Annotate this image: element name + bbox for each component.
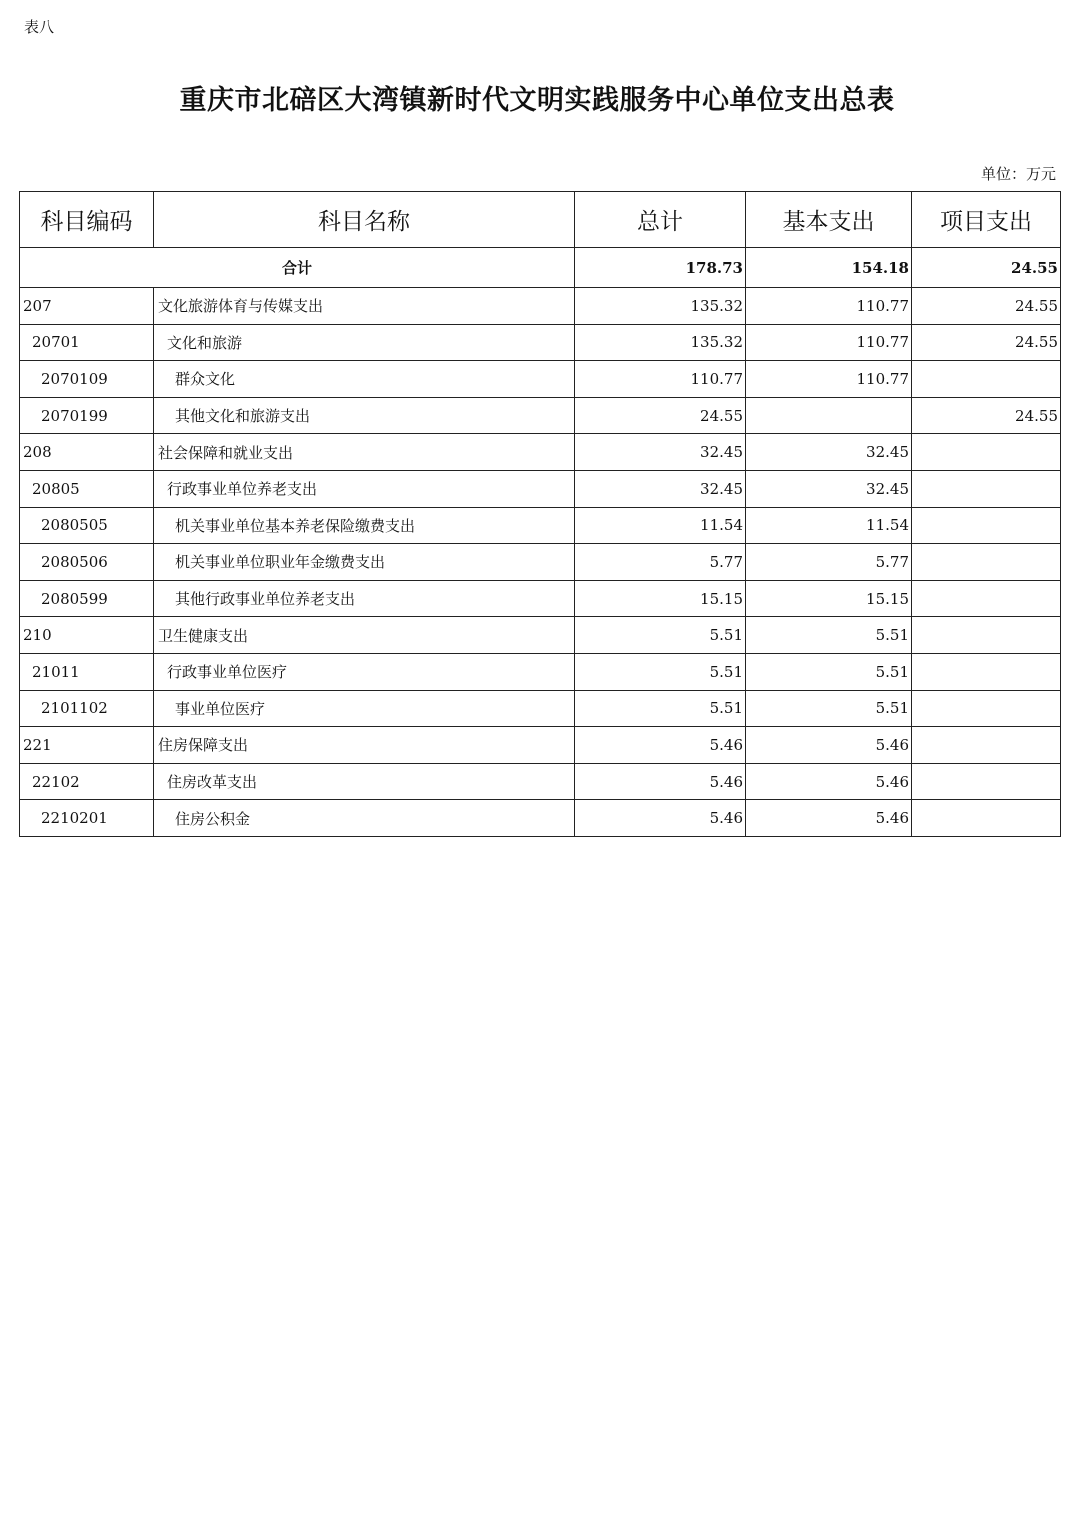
row-code: 2070109 <box>20 361 154 398</box>
row-basic: 32.45 <box>746 470 912 507</box>
row-name: 住房保障支出 <box>154 727 575 764</box>
row-project <box>912 763 1061 800</box>
row-total: 5.46 <box>575 800 746 837</box>
table-row <box>20 690 1061 727</box>
row-basic: 5.51 <box>746 690 912 727</box>
row-name: 其他行政事业单位养老支出 <box>154 580 575 617</box>
row-project <box>912 507 1061 544</box>
row-total: 5.51 <box>575 690 746 727</box>
table-row <box>20 324 1061 361</box>
total-basic: 154.18 <box>746 248 912 288</box>
row-project: 24.55 <box>912 397 1061 434</box>
row-total: 5.51 <box>575 617 746 654</box>
row-basic: 5.77 <box>746 544 912 581</box>
row-basic: 5.46 <box>746 727 912 764</box>
header-basic: 基本支出 <box>746 192 912 248</box>
row-project: 24.55 <box>912 324 1061 361</box>
table-row <box>20 397 1061 434</box>
row-name: 群众文化 <box>154 361 575 398</box>
row-basic: 32.45 <box>746 434 912 471</box>
header-project: 项目支出 <box>912 192 1061 248</box>
row-total: 15.15 <box>575 580 746 617</box>
table-row <box>20 361 1061 398</box>
row-basic: 110.77 <box>746 288 912 325</box>
row-total: 24.55 <box>575 397 746 434</box>
row-basic: 5.51 <box>746 653 912 690</box>
row-name: 住房公积金 <box>154 800 575 837</box>
row-name: 住房改革支出 <box>154 763 575 800</box>
expenditure-table <box>19 191 1061 837</box>
row-code: 207 <box>20 288 154 325</box>
row-total: 135.32 <box>575 288 746 325</box>
row-name: 行政事业单位医疗 <box>154 653 575 690</box>
page-title: 重庆市北碚区大湾镇新时代文明实践服务中心单位支出总表 <box>179 85 895 116</box>
row-basic: 110.77 <box>746 361 912 398</box>
table-row <box>20 617 1061 654</box>
row-code: 2080505 <box>20 507 154 544</box>
table-row <box>20 580 1061 617</box>
row-code: 2080506 <box>20 544 154 581</box>
row-code: 22102 <box>20 763 154 800</box>
table-row <box>20 727 1061 764</box>
row-name: 机关事业单位基本养老保险缴费支出 <box>154 507 575 544</box>
header-code: 科目编码 <box>20 192 154 248</box>
row-project <box>912 653 1061 690</box>
table-row <box>20 288 1061 325</box>
row-basic: 15.15 <box>746 580 912 617</box>
row-basic: 11.54 <box>746 507 912 544</box>
row-project <box>912 690 1061 727</box>
row-basic: 5.46 <box>746 800 912 837</box>
table-row <box>20 653 1061 690</box>
row-project <box>912 434 1061 471</box>
table-number: 表八 <box>24 18 55 36</box>
table-row <box>20 763 1061 800</box>
row-project <box>912 361 1061 398</box>
header-total: 总计 <box>575 192 746 248</box>
row-total: 32.45 <box>575 434 746 471</box>
table-row <box>20 507 1061 544</box>
row-total: 5.77 <box>575 544 746 581</box>
row-code: 20701 <box>20 324 154 361</box>
row-project: 24.55 <box>912 288 1061 325</box>
row-basic: 110.77 <box>746 324 912 361</box>
row-project <box>912 727 1061 764</box>
row-code: 210 <box>20 617 154 654</box>
row-total: 5.46 <box>575 763 746 800</box>
row-total: 135.32 <box>575 324 746 361</box>
row-name: 文化和旅游 <box>154 324 575 361</box>
row-project <box>912 470 1061 507</box>
table-row <box>20 800 1061 837</box>
row-total: 5.51 <box>575 653 746 690</box>
total-label: 合计 <box>20 248 575 288</box>
row-name: 机关事业单位职业年金缴费支出 <box>154 544 575 581</box>
row-basic: 5.51 <box>746 617 912 654</box>
row-name: 行政事业单位养老支出 <box>154 470 575 507</box>
row-name: 文化旅游体育与传媒支出 <box>154 288 575 325</box>
table-row <box>20 544 1061 581</box>
row-code: 2080599 <box>20 580 154 617</box>
row-name: 社会保障和就业支出 <box>154 434 575 471</box>
row-project <box>912 617 1061 654</box>
row-total: 11.54 <box>575 507 746 544</box>
row-project <box>912 800 1061 837</box>
total-total: 178.73 <box>575 248 746 288</box>
row-total: 5.46 <box>575 727 746 764</box>
unit-label: 单位：万元 <box>980 165 1056 183</box>
row-code: 2210201 <box>20 800 154 837</box>
row-total: 110.77 <box>575 361 746 398</box>
row-project <box>912 544 1061 581</box>
row-basic: 5.46 <box>746 763 912 800</box>
total-row <box>20 248 1061 288</box>
total-project: 24.55 <box>912 248 1061 288</box>
row-code: 20805 <box>20 470 154 507</box>
row-code: 221 <box>20 727 154 764</box>
row-total: 32.45 <box>575 470 746 507</box>
row-name: 其他文化和旅游支出 <box>154 397 575 434</box>
row-name: 事业单位医疗 <box>154 690 575 727</box>
row-basic <box>746 397 912 434</box>
table-row <box>20 470 1061 507</box>
table-row <box>20 434 1061 471</box>
row-code: 2070199 <box>20 397 154 434</box>
row-code: 208 <box>20 434 154 471</box>
row-code: 2101102 <box>20 690 154 727</box>
header-row <box>20 192 1061 248</box>
row-code: 21011 <box>20 653 154 690</box>
row-project <box>912 580 1061 617</box>
header-name: 科目名称 <box>154 192 575 248</box>
row-name: 卫生健康支出 <box>154 617 575 654</box>
